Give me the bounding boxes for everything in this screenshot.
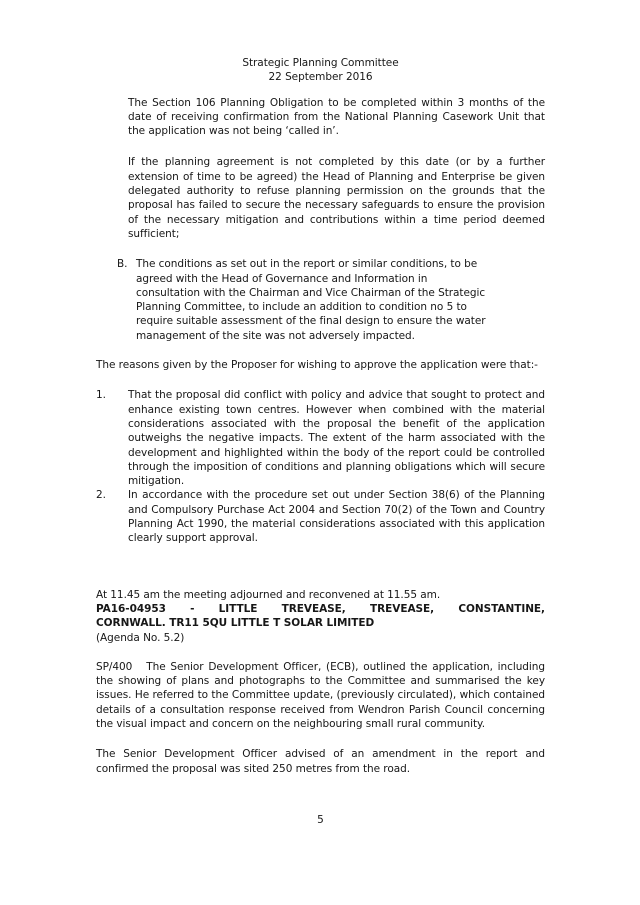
meeting-date: 22 September 2016 [268, 71, 373, 84]
condition-b-text [136, 257, 545, 343]
officer-outline-text: The Senior Development Officer, (ECB), outlined the application, including the showing of plans and photographs to the Committee and summarised the key issues. He referred to the Committee update, (previously circulated), which contained details of a consultation response received from Wendron Parish Council concerning the visual impact and concern on the neighbouring small rural community. [96, 660, 545, 730]
reason-2-marker: 2. [96, 489, 106, 502]
application-heading-line2: CORNWALL. TR11 5QU LITTLE T SOLAR LIMITED [96, 617, 375, 630]
condition-b-line: require suitable assessment of the final design to ensure the water [136, 315, 486, 328]
condition-b-line: The conditions as set out in the report or similar conditions, to be [136, 258, 478, 271]
committee-title: Strategic Planning Committee [242, 57, 399, 69]
para-officer-outline [96, 660, 545, 731]
application-heading-line1: PA16-04953 - LITTLE TREVEASE, TREVEASE, CONSTANTINE, [96, 602, 545, 615]
reason-2-text: In accordance with the procedure set out under Section 38(6) of the Planning and Compulsory Purchase Act 2004 and Section 70(2) of the Town and Country Planning Act 1990, the material considerations associated with this application clearly support approval. [128, 489, 545, 545]
reasons-list [96, 388, 545, 545]
page-number: 5 [317, 813, 324, 826]
para-planning-agreement: If the planning agreement is not completed by this date (or by a further extension of time to be agreed) the Head of Planning and Enterprise be given delegated authority to refuse planning permission on the grounds that the proposal has failed to secure the necessary safeguards to ensure the provision of the necessary mitigation and contributions within a time period deemed sufficient; [128, 156, 545, 240]
document-header [96, 56, 545, 85]
reason-1-text: That the proposal did conflict with policy and advice that sought to protect and enhance existing town centres. However when combined with the material considerations associated with the proposal the benefit of the application outweighs the negative impacts. The extent of the harm associated with the development and highlighted within the body of the report could be controlled through the imposition of conditions and planning obligations which will secure mitigation. [128, 389, 545, 488]
para-amendment: The Senior Development Officer advised of an amendment in the report and confirmed the proposal was sited 250 metres from the road. [96, 748, 545, 775]
minute-reference: SP/400 [96, 660, 133, 673]
para-section-106: The Section 106 Planning Obligation to be completed within 3 months of the date of receiving confirmation from the National Planning Casework Unit that the application was not being ‘called in’. [128, 96, 545, 138]
adjournment-note: At 11.45 am the meeting adjourned and reconvened at 11.55 am. [96, 588, 441, 601]
condition-item-b [117, 257, 545, 343]
application-section [96, 588, 545, 645]
reason-item-1 [96, 388, 545, 488]
condition-b-marker: B. [117, 258, 128, 271]
para-reasons-intro: The reasons given by the Proposer for wishing to approve the application were that:- [96, 359, 538, 372]
agenda-number: (Agenda No. 5.2) [96, 631, 185, 644]
condition-b-line: consultation with the Chairman and Vice Chairman of the Strategic [136, 286, 486, 299]
condition-b-line: Planning Committee, to include an addition to condition no 5 to [136, 301, 467, 314]
reason-1-marker: 1. [96, 389, 106, 402]
condition-b-line: management of the site was not adversely impacted. [136, 329, 415, 342]
condition-b-line: agreed with the Head of Governance and Information in [136, 272, 428, 285]
reason-item-2 [96, 488, 545, 545]
